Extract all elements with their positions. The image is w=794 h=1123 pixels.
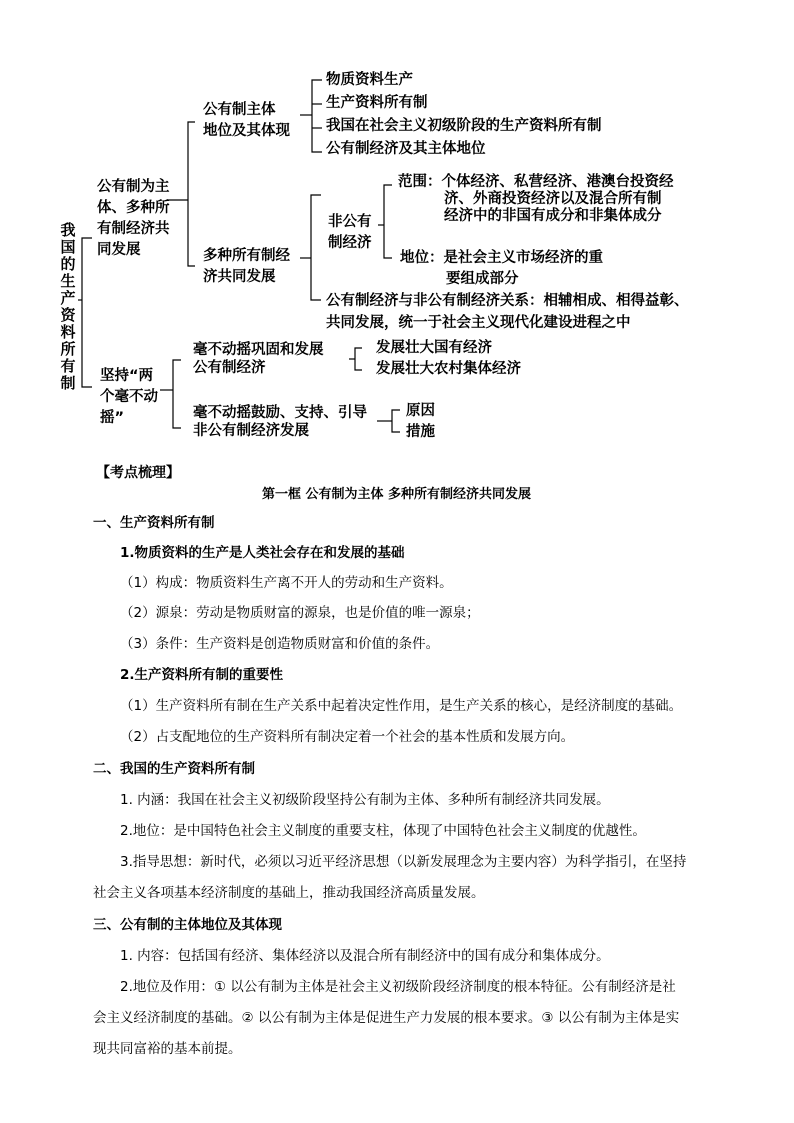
b1a-bracket bbox=[312, 80, 322, 152]
branch-two-unwavering: 坚持“两 个毫不动 摇” bbox=[100, 368, 158, 426]
b1-bracket bbox=[188, 122, 195, 266]
heading-1: 一、生产资料所有制 bbox=[93, 515, 215, 531]
paragraph: （3）条件：生产资料是创造物质财富和价值的条件。 bbox=[120, 636, 440, 652]
paragraph: （1）生产资料所有制在生产关系中起着决定性作用，是生产关系的核心，是经济制度的基础。 bbox=[120, 698, 683, 714]
paragraph: （1）构成：物质资料生产离不开人的劳动和生产资料。 bbox=[120, 575, 453, 591]
subheading-1-2: 2.生产资料所有制的重要性 bbox=[120, 667, 284, 683]
node-encourage-nonpublic: 毫不动摇鼓励、支持、引导 非公有制经济发展 bbox=[193, 405, 367, 439]
paragraph: 2.地位及作用：① 以公有制为主体是社会主义初级阶段经济制度的根本特征。公有制经济是社 bbox=[120, 979, 676, 995]
b2b-bracket bbox=[392, 410, 400, 432]
node-encourage-items: 原因 措施 bbox=[406, 403, 435, 440]
node-public-dominance: 公有制主体 地位及其体现 bbox=[203, 102, 290, 139]
subheading-1-1: 1.物质资料的生产是人类社会存在和发展的基础 bbox=[120, 545, 405, 561]
root-label: 我 国 的 生 产 资 料 所 有 制 bbox=[60, 221, 76, 392]
b2-bracket bbox=[173, 360, 181, 428]
paragraph: 社会主义各项基本经济制度的基础上，推动我国经济高质量发展。 bbox=[93, 885, 485, 901]
paragraph: 1. 内容：包括国有经济、集体经济以及混合所有制经济中的国有成分和集体成分。 bbox=[120, 948, 610, 964]
paragraph: 现共同富裕的基本前提。 bbox=[93, 1041, 242, 1057]
paragraph: 会主义经济制度的基础。② 以公有制为主体是促进生产力发展的根本要求。③ 以公有制为主体是实 bbox=[93, 1010, 680, 1026]
node-consolidate-items: 发展壮大国有经济 发展壮大农村集体经济 bbox=[376, 340, 521, 377]
node-nonpublic: 非公有 制经济 bbox=[328, 214, 372, 251]
node-public-items: 物质资料生产 生产资料所有制 我国在社会主义初级阶段的生产资料所有制 公有制经济及其主体地位 bbox=[326, 72, 602, 157]
branch-public-ownership: 公有制为主 体、多种所 有制经济共 同发展 bbox=[97, 179, 170, 258]
node-status: 地位：是社会主义市场经济的重 要组成部分 bbox=[400, 250, 603, 287]
heading-2: 二、我国的生产资料所有制 bbox=[93, 761, 255, 777]
section-title: 【考点梳理】 bbox=[96, 465, 180, 481]
nonpublic-bracket bbox=[384, 185, 392, 258]
b1b-bracket bbox=[311, 195, 321, 300]
paragraph: （2）占支配地位的生产资料所有制决定着一个社会的基本性质和发展方向。 bbox=[120, 729, 575, 745]
b2a-bracket bbox=[355, 348, 362, 370]
paragraph: 3.指导思想：新时代，必须以习近平经济思想（以新发展理念为主要内容）为科学指引，在坚持 bbox=[120, 854, 687, 870]
root-bracket bbox=[82, 238, 92, 387]
node-multi-ownership: 多种所有制经 济共同发展 bbox=[203, 248, 290, 285]
mind-map bbox=[0, 60, 794, 450]
paragraph: 1. 内涵：我国在社会主义初级阶段坚持公有制为主体、多种所有制经济共同发展。 bbox=[120, 792, 610, 808]
paragraph: （2）源泉：劳动是物质财富的源泉，也是价值的唯一源泉； bbox=[120, 605, 480, 621]
paragraph: 2.地位：是中国特色社会主义制度的重要支柱，体现了中国特色社会主义制度的优越性。 bbox=[120, 823, 646, 839]
node-consolidate-public: 毫不动摇巩固和发展 公有制经济 bbox=[193, 342, 324, 376]
lesson-title: 第一框 公有制为主体 多种所有制经济共同发展 bbox=[262, 487, 532, 502]
node-relation: 公有制经济与非公有制经济关系：相辅相成、相得益彰、 共同发展，统一于社会主义现代化建设进程之中 bbox=[326, 293, 689, 331]
heading-3: 三、公有制的主体地位及其体现 bbox=[93, 917, 282, 933]
node-scope: 范围：个体经济、私营经济、港澳台投资经 济、外商投资经济以及混合所有制 经济中的非国有成分和非集体成分 bbox=[398, 174, 674, 224]
